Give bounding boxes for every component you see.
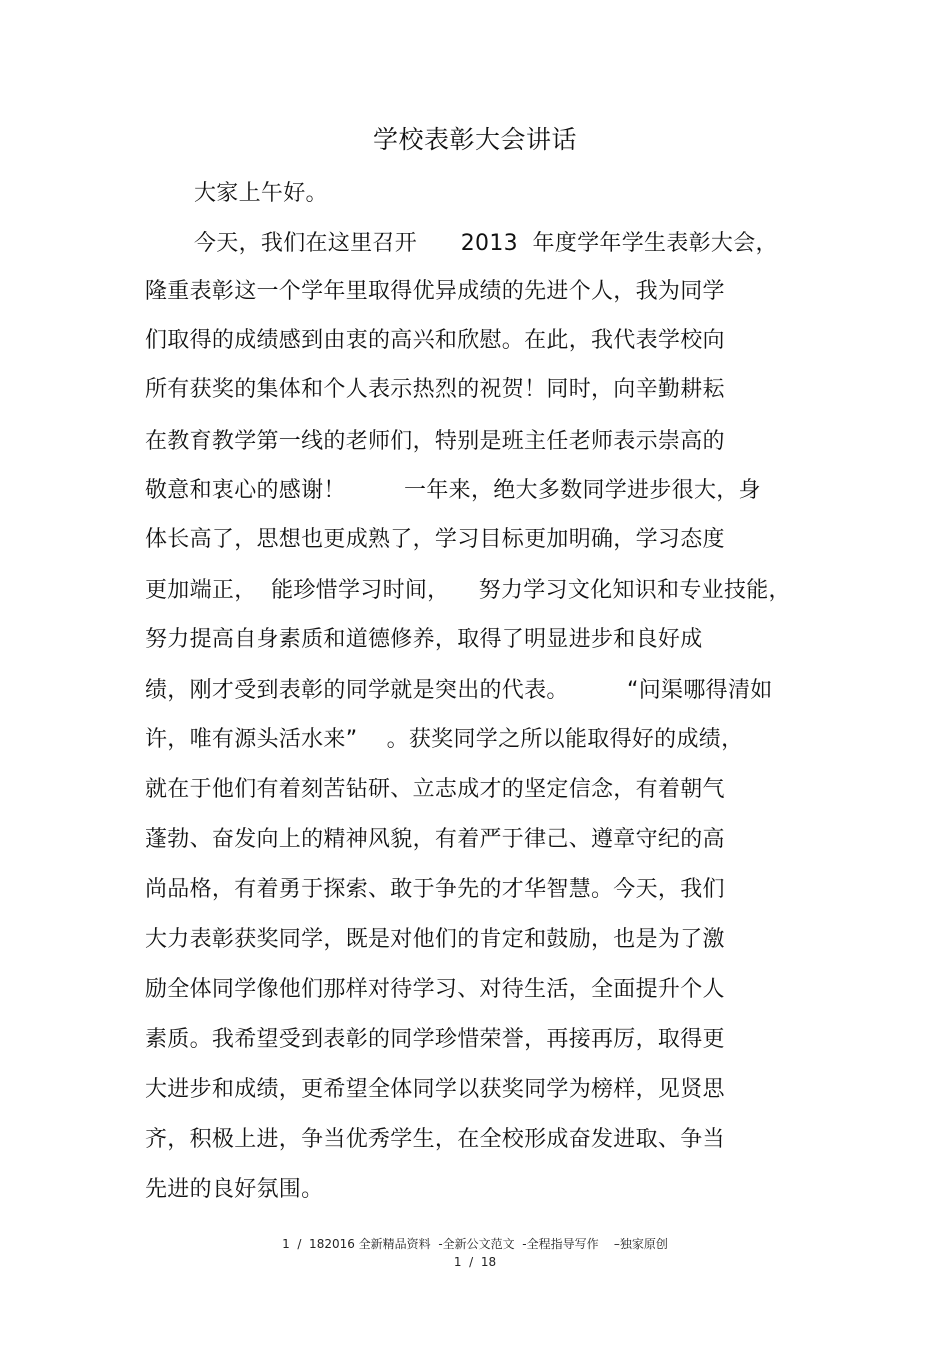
document-title: 学校表彰大会讲话 — [372, 125, 577, 154]
paragraph-line: 齐，积极上进，争当优秀学生，在全校形成奋发进取、争当 — [145, 1127, 725, 1152]
paragraph-line: 绩，刚才受到表彰的同学就是突出的代表。 “问渠哪得清如 — [145, 678, 773, 703]
paragraph-line: 尚品格，有着勇于探索、敢于争先的才华智慧。今天，我们 — [145, 877, 725, 902]
paragraph-line: 许，唯有源头活水来” 。获奖同学之所以能取得好的成绩， — [145, 727, 744, 752]
paragraph-line: 大家上午好。 — [194, 181, 328, 206]
paragraph-line: 体长高了，思想也更成熟了，学习目标更加明确，学习态度 — [145, 527, 725, 552]
paragraph-line: 们取得的成绩感到由衷的高兴和欣慰。在此，我代表学校向 — [145, 328, 725, 353]
paragraph-line: 努力提高自身素质和道德修养，取得了明显进步和良好成 — [145, 627, 703, 652]
paragraph-line: 大力表彰获奖同学，既是对他们的肯定和鼓励，也是为了激 — [145, 927, 725, 952]
paragraph-line: 所有获奖的集体和个人表示热烈的祝贺！同时，向辛勤耕耘 — [145, 377, 725, 402]
page-footer-note: 1 / 182016 全新精品资料 -全新公文范文 -全程指导写作 –独家原创 — [282, 1237, 668, 1251]
paragraph-line: 先进的良好氛围。 — [145, 1177, 324, 1202]
paragraph-line: 隆重表彰这一个学年里取得优异成绩的先进个人，我为同学 — [145, 279, 725, 304]
paragraph-line: 素质。我希望受到表彰的同学珍惜荣誉，再接再厉，取得更 — [145, 1027, 725, 1052]
paragraph-line: 今天，我们在这里召开 2013 年度学年学生表彰大会， — [194, 231, 778, 256]
paragraph-line: 励全体同学像他们那样对待学习、对待生活，全面提升个人 — [145, 977, 725, 1002]
paragraph-line: 就在于他们有着刻苦钻研、立志成才的坚定信念，有着朝气 — [145, 777, 725, 802]
paragraph-line: 更加端正， 能珍惜学习时间， 努力学习文化知识和专业技能， — [145, 578, 791, 603]
paragraph-line: 大进步和成绩，更希望全体同学以获奖同学为榜样，见贤思 — [145, 1077, 725, 1102]
paragraph-line: 敬意和衷心的感谢！ 一年来，绝大多数同学进步很大，身 — [145, 478, 761, 503]
paragraph-line: 蓬勃、奋发向上的精神风貌，有着严于律己、遵章守纪的高 — [145, 827, 725, 852]
page-number: 1 / 18 — [453, 1255, 497, 1269]
paragraph-line: 在教育教学第一线的老师们，特别是班主任老师表示崇高的 — [145, 429, 725, 454]
